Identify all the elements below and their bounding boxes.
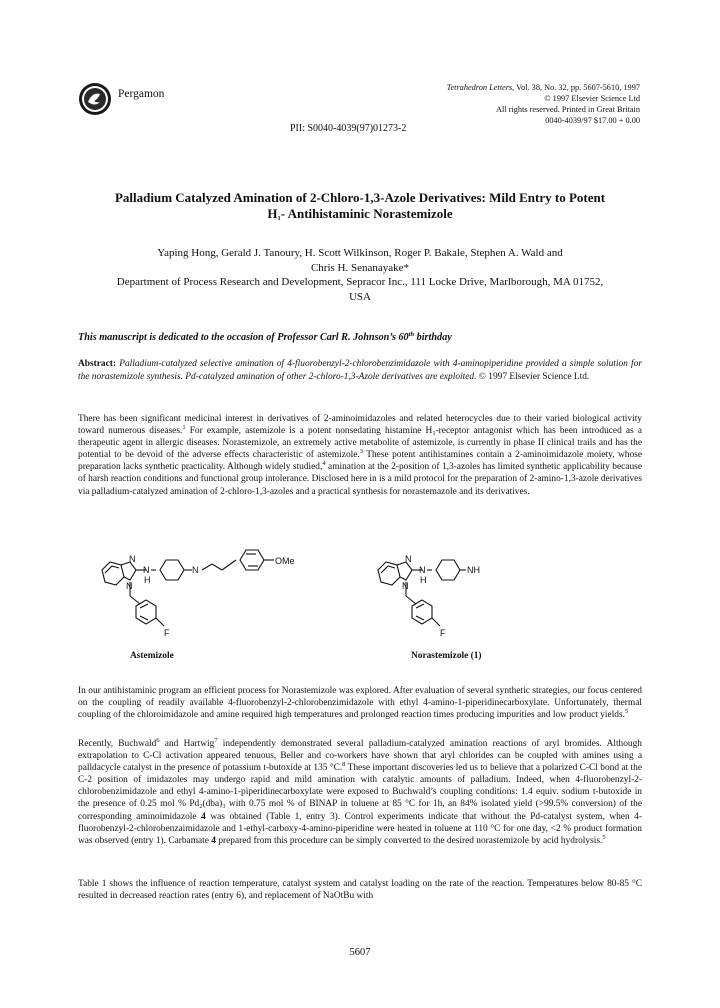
publisher-name: Pergamon	[118, 88, 165, 100]
copyright-line: © 1997 Elsevier Science Ltd	[544, 94, 640, 103]
paragraph-intro: There has been significant medicinal interest in derivatives of 2-aminoimidazoles and related heterocycles due to their varied biological activity toward numerous diseases.$^1$ For example, astemizole is a potent nonsedating histamine $H_1$-receptor antagonist which has been introduced as a therapeutic agent in allergic diseases. Norastemizole, an extremely active metabolite of astemizole, is currently in phase II clinical trails and has the potential to be devoid of the adverse effects characteristic of astemizole.$^3$ These potent antihistamines contain a 2-aminoimidazole moiety, whose preparation lacks synthetic practicality. Although widely studied,$^4$ amination at the 2-position of 1,3-azoles has limited synthetic applicability because of harsh reaction conditions and functional group intolerance. Disclosed here in is a mild protocol for the preparation of 2-amino-1,3-azole derivatives via palladium-catalyzed amination of 2-chloro-1,3-azoles and a practical synthesis for norastemazole and its derivatives.	[78, 414, 642, 497]
journal-info	[340, 82, 640, 126]
page-number: 5607	[349, 947, 371, 958]
norastemizole-nh-h: H	[420, 575, 427, 585]
astemizole-n3: N	[126, 581, 133, 591]
abstract	[78, 358, 642, 383]
astemizole-nh-n: N	[143, 565, 150, 575]
pii-number: PII: S0040-4039(97)01273-2	[290, 123, 407, 134]
abstract-copyright: © 1997 Elsevier Science Ltd.	[476, 371, 590, 382]
journal-citation: Tetrahedron Letters, Vol. 38, No. 32, pp. 5607-5610, 1997	[446, 83, 640, 92]
astemizole-f: F	[164, 628, 170, 638]
price-line: 0040-4039/97 $17.00 + 0.00	[545, 116, 640, 125]
astemizole-pip-n: N	[192, 565, 199, 575]
affiliation-line-2: USA	[348, 290, 371, 303]
norastemizole-nh-n: N	[419, 565, 426, 575]
astemizole-structure	[102, 550, 295, 638]
dedication: This manuscript is dedicated to the occasion of Professor Carl R. Johnson’s 60th birthday	[78, 331, 452, 343]
affiliation-line-1: Department of Process Research and Development, Sepracor Inc., 111 Locke Drive, Marlborough, MA 01752,	[116, 276, 604, 289]
paragraph-buchwald-hartwig: Recently, Buchwald$^6$ and Hartwig$^7$ independently demonstrated several palladium-catalyzed amination reactions of aryl bromides. Although extrapolation to C-Cl activation appeared tenuous, Beller and co-workers have shown that aryl chlorides can be coupled with amines using a palldacycle catalyst in the presence of potassium t-butoxide at 135 °C.$^8$ These important discoveries led us to believe that a polarized C-Cl bond at the C-2 position of imidazoles may undergo rapid and mild amination with catalytic amounts of palladium. Indeed, when 4-fluorobenzyl-2-chlorobenzimidazole and ethyl 4-amino-1-piperidinecarboxylate were exposed to Buchwald’s coupling conditions: 1.4 equiv. sodium t-butoxide in the presence of 0.25 mol % $Pd_2(dba)_3$ with 0.75 mol % of BINAP in toluene at 85 °C for 1h, an 84% isolated yield (>99.5% conversion) of the corresponding aminoimidazole 4 was obtained (Table 1, entry 3). Control experiments indicate that without the Pd-catalyst system, when 4-fluorobenzyl-2-chlorobenzaimidazole and 1-ethyl-carboxy-4-amino-piperidine were heated in toluene at 110 °C for one day, <2 % product formation was observed (entry 1). Carbamate 4 prepared from this procedure can be simply converted to the desired norastemizole by acid hydrolysis.$^5$	[78, 737, 642, 846]
norastemizole-structure	[378, 554, 480, 638]
rights-line: All rights reserved. Printed in Great Britain	[495, 105, 640, 114]
abstract-label: Abstract:	[78, 359, 117, 369]
astemizole-n1: N	[129, 554, 136, 564]
caption-norastemizole: Norastemizole (1)	[411, 651, 482, 661]
structure-drawings	[96, 540, 616, 650]
astemizole-ome: OMe	[275, 556, 295, 566]
norastemizole-nh: NH	[467, 565, 480, 575]
authors-line-1: Yaping Hong, Gerald J. Tanoury, H. Scott Wilkinson, Roger P. Bakale, Stephen A. Wald and	[157, 247, 563, 259]
pergamon-logo	[78, 82, 112, 116]
caption-astemizole: Astemizole	[130, 651, 174, 661]
author-block	[78, 246, 642, 304]
authors-line-2: Chris H. Senanayake*	[310, 261, 410, 274]
paragraph-program: In our antihistaminic program an efficient process for Norastemizole was explored. After evaluation of several synthetic strategies, our focus centered on the coupling of readily available 4-fluorobenzyl-2-chlorobenzimidazole with ethyl 4-amino-1-piperidinecarboxylate. Unfortunately, thermal coupling of the chloroimidazole and amine required high temperatures and prolonged reaction times producing impurities and low product yields.$^5$	[78, 686, 642, 721]
astemizole-nh-h: H	[144, 575, 151, 585]
norastemizole-n3: N	[402, 581, 409, 591]
abstract-text: Palladium-catalyzed selective amination of 4-fluorobenzyl-2-chlorobenzimidazole with 4-aminopiperidine provided a simple solution for the norastemizole synthesis. Pd-catalyzed amination of other 2-chloro-1,3-Azole derivatives are exploited.	[78, 359, 642, 382]
norastemizole-f: F	[440, 628, 446, 638]
article-title: Palladium Catalyzed Amination of 2-Chloro-1,3-Azole Derivatives: Mild Entry to Potent $H_1-$ Antihistaminic Norastemizole	[114, 190, 606, 222]
norastemizole-n1: N	[405, 554, 412, 564]
paragraph-table-intro: Table 1 shows the influence of reaction temperature, catalyst system and catalyst loading on the rate of the reaction. Temperatures below 80-85 °C resulted in decreased reaction rates (entry 6), and replacement of NaOtBu with	[78, 879, 642, 902]
chemical-structures	[96, 540, 616, 670]
